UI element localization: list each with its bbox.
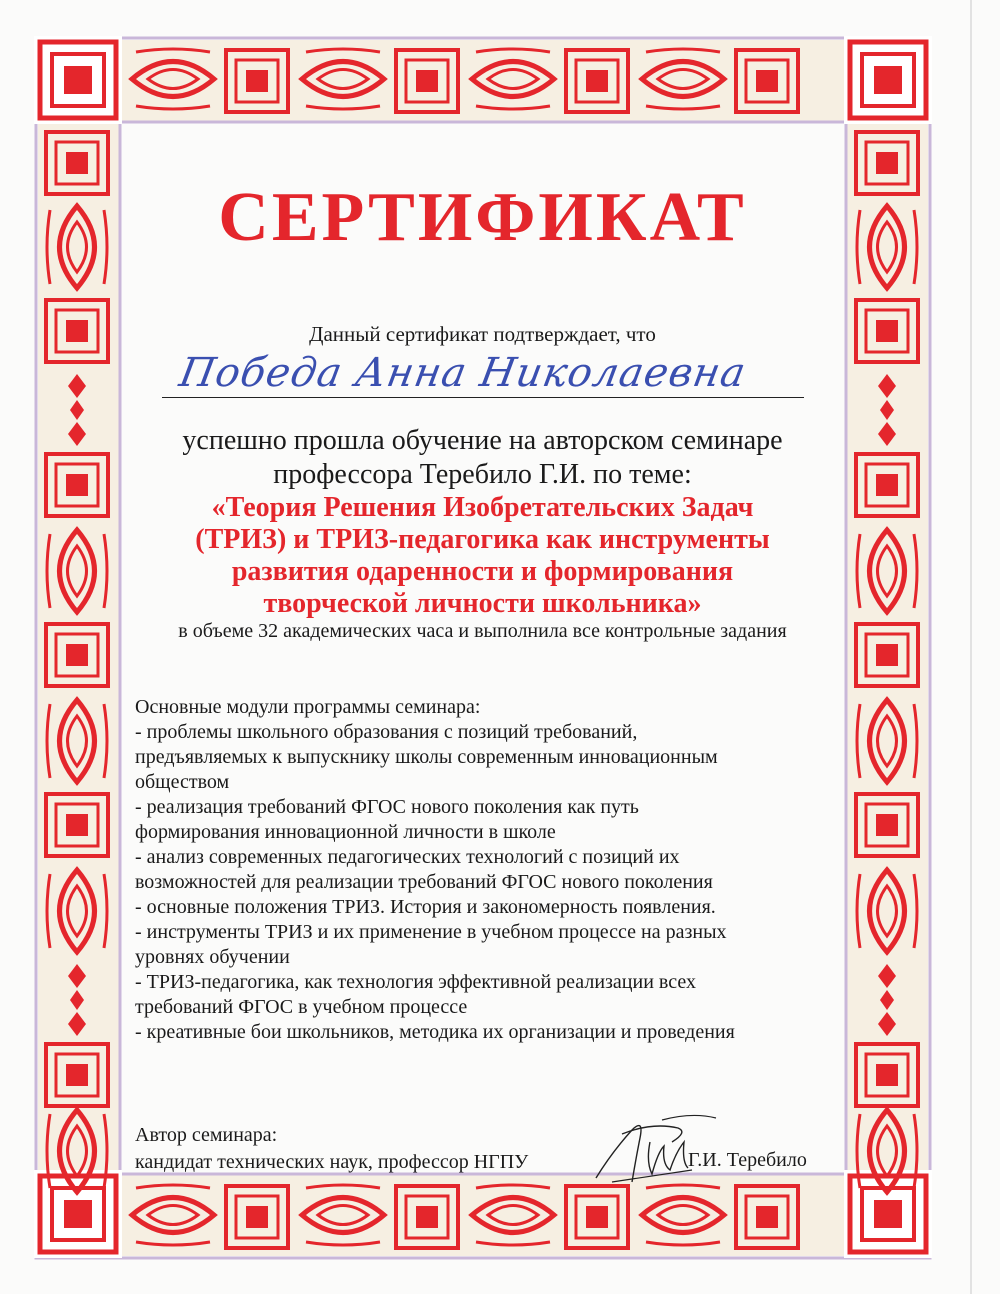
module-line: уровнях обучении bbox=[135, 946, 290, 968]
seminar-topic bbox=[0, 492, 965, 620]
author-position: кандидат технических наук, профессор НГПУ bbox=[135, 1151, 529, 1173]
module-line: - инструменты ТРИЗ и их применение в учебном процессе на разных bbox=[135, 921, 727, 943]
module-line: - реализация требований ФГОС нового поколения как путь bbox=[135, 796, 639, 818]
module-line: обществом bbox=[135, 771, 230, 793]
topic-line: (ТРИЗ) и ТРИЗ-педагогика как инструменты bbox=[195, 524, 770, 555]
module-line: формирования инновационной личности в школе bbox=[135, 821, 556, 843]
topic-line: «Теория Решения Изобретательских Задач bbox=[211, 492, 754, 523]
module-line: - основные положения ТРИЗ. История и закономерность появления. bbox=[135, 896, 716, 918]
passed-line: профессора Теребило Г.И. по теме: bbox=[273, 459, 692, 490]
author-label: Автор семинара: bbox=[135, 1124, 278, 1146]
author-block bbox=[135, 1122, 528, 1176]
certificate-title: СЕРТИФИКАТ bbox=[218, 179, 747, 256]
confirm-text: Данный сертификат подтверждает, что bbox=[309, 322, 656, 346]
author-name: Г.И. Теребило bbox=[688, 1149, 807, 1171]
hours-text: в объеме 32 академических часа и выполнила все контрольные задания bbox=[178, 620, 787, 642]
module-line: требований ФГОС в учебном процессе bbox=[135, 996, 468, 1018]
recipient-name: Победа Анна Николаевна bbox=[175, 350, 750, 396]
modules-heading: Основные модули программы семинара: bbox=[135, 696, 481, 718]
module-line: предъявляемых к выпускнику школы современным инновационным bbox=[135, 746, 718, 768]
modules-list bbox=[135, 695, 835, 1045]
module-line: - ТРИЗ-педагогика, как технология эффективной реализации всех bbox=[135, 971, 696, 993]
module-line: - проблемы школьного образования с позиций требований, bbox=[135, 721, 638, 743]
passed-line: успешно прошла обучение на авторском семинаре bbox=[182, 425, 783, 456]
topic-line: творческой личности школьника» bbox=[263, 588, 702, 619]
module-line: - креативные бои школьников, методика их организации и проведения bbox=[135, 1021, 735, 1043]
name-underline bbox=[162, 397, 804, 398]
topic-line: развития одаренности и формирования bbox=[231, 556, 734, 587]
module-line: возможностей для реализации требований ФГОС нового поколения bbox=[135, 871, 713, 893]
passed-text bbox=[0, 424, 965, 492]
module-line: - анализ современных педагогических технологий с позиций их bbox=[135, 846, 680, 868]
